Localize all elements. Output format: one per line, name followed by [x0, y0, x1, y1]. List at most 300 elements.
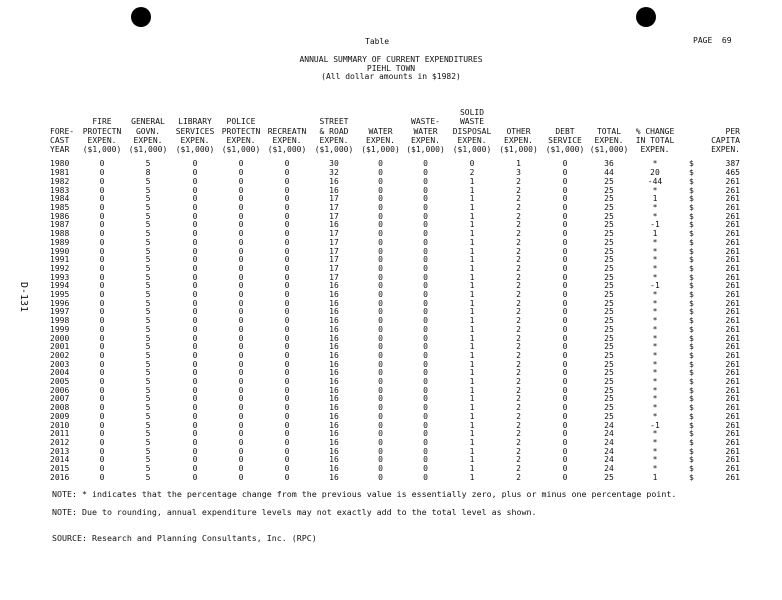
table-cell: 0 — [99, 307, 105, 317]
binder-hole-right — [636, 7, 656, 27]
table-cell: 16 — [329, 298, 339, 308]
table-cell: 5 — [145, 298, 151, 308]
currency-symbol: $ — [689, 359, 694, 369]
currency-symbol: $ — [689, 307, 694, 317]
year-cell: 1985 — [50, 203, 70, 212]
table-cell: 0 — [238, 350, 244, 360]
table-cell: * — [652, 272, 658, 282]
table-cell: 0 — [284, 168, 290, 178]
per-capita-value: 261 — [725, 316, 740, 326]
table-cell: 0 — [562, 194, 568, 204]
table-cell: 0 — [378, 472, 383, 482]
currency-symbol: $ — [689, 290, 694, 300]
year-cell: 1994 — [50, 281, 70, 291]
table-cell: 5 — [145, 403, 151, 413]
table-cell: 5 — [145, 359, 151, 369]
side-page-label: D-131 — [18, 281, 30, 313]
table-cell: 5 — [145, 429, 151, 439]
table-cell: 0 — [378, 168, 383, 178]
currency-symbol: $ — [689, 316, 694, 326]
table-cell: 0 — [238, 255, 244, 265]
table-cell: 24 — [604, 429, 614, 439]
table-cell: 0 — [378, 194, 383, 204]
currency-symbol: $ — [689, 472, 694, 482]
column-header: GOVN. — [135, 126, 161, 136]
table-cell: 0 — [284, 394, 290, 404]
table-cell: 0 — [423, 272, 428, 282]
currency-symbol: $ — [689, 377, 694, 387]
table-cell: * — [652, 237, 658, 247]
column-header: EXPEN. — [180, 135, 210, 145]
table-cell: 0 — [284, 411, 290, 421]
table-cell: 17 — [329, 246, 339, 256]
column-header: STREET — [319, 117, 349, 127]
column-header: ($1,000) — [545, 145, 585, 155]
table-cell: 0 — [284, 255, 290, 265]
table-row — [50, 430, 740, 439]
table-cell: 0 — [284, 203, 290, 212]
year-cell: 2002 — [50, 350, 70, 360]
per-capita-value: 261 — [725, 281, 740, 291]
table-cell: 0 — [99, 472, 105, 482]
table-cell: 16 — [329, 185, 339, 195]
table-cell: 0 — [238, 429, 244, 439]
year-cell: 2003 — [50, 359, 70, 369]
table-cell: 0 — [562, 211, 568, 221]
table-cell: 0 — [423, 385, 428, 395]
table-cell: 25 — [604, 263, 614, 273]
table-cell: 0 — [562, 272, 568, 282]
year-cell: 2000 — [50, 333, 70, 343]
table-cell: 0 — [284, 359, 290, 369]
table-cell: 0 — [378, 429, 383, 439]
table-cell: 1 — [469, 394, 475, 404]
year-cell: 2016 — [50, 472, 70, 482]
table-cell: 0 — [378, 324, 383, 334]
table-cell: 0 — [562, 263, 568, 273]
table-body — [50, 154, 740, 482]
table-cell: 0 — [99, 263, 105, 273]
per-capita-value: 261 — [725, 446, 740, 456]
table-cell: 0 — [562, 298, 568, 308]
per-capita-value: 261 — [725, 255, 740, 265]
table-cell: 16 — [329, 316, 339, 326]
year-cell: 2012 — [50, 437, 70, 447]
table-cell: 16 — [329, 394, 339, 404]
table-cell: 0 — [284, 220, 290, 230]
table-cell: 5 — [145, 211, 151, 221]
table-cell: 0 — [238, 168, 244, 178]
column-header: & ROAD — [319, 126, 349, 136]
table-cell: 2 — [516, 429, 521, 439]
column-header: PROTECTN — [221, 126, 261, 136]
table-cell: 0 — [99, 272, 105, 282]
table-row — [50, 361, 740, 370]
table-cell: * — [652, 429, 658, 439]
table-cell: * — [652, 290, 658, 300]
table-cell: 0 — [423, 246, 428, 256]
table-cell: 0 — [378, 237, 383, 247]
table-cell: 0 — [423, 472, 428, 482]
table-cell: 0 — [423, 185, 428, 195]
table-cell: 0 — [378, 263, 383, 273]
table-cell: 0 — [192, 263, 198, 273]
table-cell: 0 — [238, 159, 244, 169]
table-cell: 0 — [562, 255, 568, 265]
table-cell: 0 — [562, 472, 568, 482]
table-row — [50, 291, 740, 300]
table-cell: 0 — [423, 176, 428, 186]
table-cell: 3 — [516, 168, 521, 178]
table-cell: 25 — [604, 411, 614, 421]
table-cell: 5 — [145, 159, 151, 169]
per-capita-value: 261 — [725, 324, 740, 334]
currency-symbol: $ — [689, 159, 694, 169]
table-cell: 1 — [469, 324, 475, 334]
table-cell: 1 — [469, 403, 475, 413]
table-cell: 2 — [516, 446, 521, 456]
table-cell: 0 — [378, 255, 383, 265]
table-cell: 0 — [284, 159, 290, 169]
table-cell: 1 — [469, 420, 475, 430]
column-header: PROTECTN — [82, 126, 122, 136]
table-cell: 2 — [516, 229, 521, 239]
table-row — [50, 282, 740, 291]
table-cell: 0 — [99, 176, 105, 186]
table-cell: 0 — [423, 203, 428, 212]
year-cell: 1980 — [50, 159, 70, 169]
table-cell: * — [652, 394, 658, 404]
column-header — [358, 108, 403, 127]
year-cell: 2007 — [50, 394, 70, 404]
table-cell: 1 — [469, 237, 475, 247]
column-header: EXPEN. — [640, 145, 670, 155]
table-cell: 17 — [329, 237, 339, 247]
table-row — [50, 369, 740, 378]
table-cell: 5 — [145, 385, 151, 395]
table-cell: 2 — [516, 316, 521, 326]
table-cell: 0 — [192, 420, 198, 430]
note-rounding: NOTE: Due to rounding, annual expenditure levels may not exactly add to the total level as shown. — [52, 507, 537, 517]
table-cell: 0 — [284, 385, 290, 395]
year-cell: 1998 — [50, 316, 70, 326]
table-cell: 0 — [423, 194, 428, 204]
table-cell: 16 — [329, 290, 339, 300]
per-capita-value: 261 — [725, 403, 740, 413]
table-cell: 25 — [604, 324, 614, 334]
table-cell: 16 — [329, 446, 339, 456]
year-cell: 1999 — [50, 324, 70, 334]
table-cell: 16 — [329, 281, 339, 291]
table-cell: 1 — [469, 437, 475, 447]
table-cell: 2 — [516, 307, 521, 317]
table-cell: 5 — [145, 229, 151, 239]
table-cell: 0 — [192, 359, 198, 369]
table-cell: 25 — [604, 307, 614, 317]
table-row — [50, 265, 740, 274]
table-cell: 0 — [562, 429, 568, 439]
table-cell: * — [652, 368, 658, 378]
table-cell: 0 — [284, 272, 290, 282]
year-cell: 1997 — [50, 307, 70, 317]
table-cell: 16 — [329, 368, 339, 378]
table-cell: 0 — [562, 176, 568, 186]
table-cell: 25 — [604, 229, 614, 239]
table-cell: * — [652, 307, 658, 317]
table-cell: 25 — [604, 394, 614, 404]
table-cell: 0 — [284, 281, 290, 291]
table-cell: 25 — [604, 255, 614, 265]
table-cell: 5 — [145, 316, 151, 326]
table-cell: 25 — [604, 290, 614, 300]
table-cell: 0 — [562, 281, 568, 291]
table-cell: 0 — [192, 290, 198, 300]
table-cell: 0 — [378, 290, 383, 300]
table-row — [50, 274, 740, 283]
table-cell: -44 — [647, 176, 663, 186]
table-cell: 0 — [238, 272, 244, 282]
year-cell: 1990 — [50, 246, 70, 256]
table-cell: 0 — [238, 298, 244, 308]
table-cell: 0 — [238, 237, 244, 247]
currency-symbol: $ — [689, 220, 694, 230]
table-cell: 16 — [329, 377, 339, 387]
table-cell: 25 — [604, 176, 614, 186]
table-cell: 0 — [562, 168, 568, 178]
table-cell: 1 — [469, 298, 475, 308]
table-cell: 0 — [192, 350, 198, 360]
table-cell: 0 — [284, 377, 290, 387]
table-cell: 2 — [516, 342, 521, 352]
table-cell: 0 — [99, 385, 105, 395]
per-capita-value: 261 — [725, 176, 740, 186]
table-cell: 0 — [284, 316, 290, 326]
per-capita-value: 261 — [725, 437, 740, 447]
table-cell: 5 — [145, 437, 151, 447]
table-cell: 0 — [192, 255, 198, 265]
table-cell: 0 — [99, 429, 105, 439]
table-cell: 0 — [192, 246, 198, 256]
table-cell: 16 — [329, 411, 339, 421]
table-cell: * — [652, 203, 658, 212]
table-cell: 0 — [284, 176, 290, 186]
column-header: FIRE — [92, 117, 112, 127]
table-row — [50, 221, 740, 230]
column-header — [541, 108, 589, 127]
table-cell: 0 — [99, 411, 105, 421]
table-cell: 2 — [516, 281, 521, 291]
table-cell: 0 — [284, 324, 290, 334]
report-units: (All dollar amounts in $1982) — [321, 72, 461, 81]
table-cell: 5 — [145, 324, 151, 334]
table-cell: 2 — [516, 377, 521, 387]
table-cell: * — [652, 211, 658, 221]
table-cell: 0 — [192, 316, 198, 326]
per-capita-value: 261 — [725, 394, 740, 404]
table-row — [50, 230, 740, 239]
table-row — [50, 195, 740, 204]
table-cell: 0 — [192, 194, 198, 204]
table-cell: 0 — [238, 342, 244, 352]
table-cell: 25 — [604, 472, 614, 482]
table-cell: 2 — [516, 359, 521, 369]
per-capita-value: 261 — [725, 272, 740, 282]
table-cell: 0 — [423, 263, 428, 273]
table-cell: 0 — [238, 307, 244, 317]
table-cell: 2 — [469, 168, 475, 178]
table-cell: 25 — [604, 368, 614, 378]
table-cell: 0 — [284, 211, 290, 221]
table-cell: 0 — [99, 333, 105, 343]
table-cell: 0 — [192, 298, 198, 308]
table-cell: 0 — [562, 333, 568, 343]
table-cell: 0 — [238, 263, 244, 273]
table-cell: 25 — [604, 246, 614, 256]
table-cell: 0 — [238, 420, 244, 430]
table-cell: 0 — [192, 333, 198, 343]
year-cell: 2013 — [50, 446, 70, 456]
year-cell: 1983 — [50, 185, 70, 195]
table-cell: 1 — [469, 185, 475, 195]
table-cell: 0 — [378, 333, 383, 343]
year-cell: 2008 — [50, 403, 70, 413]
report-title: ANNUAL SUMMARY OF CURRENT EXPENDITURES — [299, 55, 483, 64]
table-cell: 0 — [378, 211, 383, 221]
table-row — [50, 439, 740, 448]
currency-symbol: $ — [689, 298, 694, 308]
per-capita-value: 261 — [725, 455, 740, 465]
table-cell: 0 — [378, 281, 383, 291]
table-row — [50, 335, 740, 344]
table-cell: 5 — [145, 333, 151, 343]
year-cell: 2011 — [50, 429, 70, 439]
table-cell: -1 — [650, 281, 660, 291]
table-cell: 1 — [469, 194, 475, 204]
table-cell: 25 — [604, 403, 614, 413]
table-cell: 0 — [99, 290, 105, 300]
column-header: EXPEN. — [366, 135, 395, 145]
table-cell: 0 — [562, 394, 568, 404]
table-cell: 0 — [238, 394, 244, 404]
table-row — [50, 300, 740, 309]
column-header: EXPEN. — [226, 135, 256, 145]
table-cell: 0 — [192, 394, 198, 404]
table-cell: 0 — [284, 420, 290, 430]
table-cell: 0 — [99, 168, 105, 178]
table-cell: 2 — [516, 176, 521, 186]
table-cell: 5 — [145, 464, 151, 474]
table-cell: 0 — [562, 455, 568, 465]
table-cell: 0 — [192, 159, 198, 169]
column-header: DISPOSAL — [452, 126, 492, 136]
per-capita-value: 261 — [725, 429, 740, 439]
table-cell: 0 — [423, 316, 428, 326]
table-row — [50, 474, 740, 483]
table-cell: 36 — [604, 159, 614, 169]
table-cell: * — [652, 455, 658, 465]
table-cell: 0 — [378, 307, 383, 317]
table-cell: 0 — [192, 464, 198, 474]
table-cell: 0 — [562, 246, 568, 256]
table-cell: 1 — [469, 342, 475, 352]
table-cell: 0 — [284, 446, 290, 456]
table-cell: 0 — [562, 159, 568, 169]
table-cell: 5 — [145, 350, 151, 360]
table-cell: 2 — [516, 403, 521, 413]
table-cell: * — [652, 411, 658, 421]
column-header: IN TOTAL — [635, 135, 675, 145]
table-cell: 2 — [516, 255, 521, 265]
table-cell: 5 — [145, 368, 151, 378]
table-cell: 2 — [516, 211, 521, 221]
table-cell: 2 — [516, 411, 521, 421]
table-cell: 0 — [192, 281, 198, 291]
table-cell: 5 — [145, 237, 151, 247]
table-cell: 2 — [516, 272, 521, 282]
table-cell: 0 — [238, 316, 244, 326]
table-cell: 16 — [329, 403, 339, 413]
table-cell: 1 — [469, 464, 475, 474]
table-cell: 17 — [329, 229, 339, 239]
column-header: ($1,000) — [314, 145, 354, 155]
table-cell: 16 — [329, 420, 339, 430]
table-cell: 17 — [329, 255, 339, 265]
table-row — [50, 169, 740, 178]
table-cell: 0 — [284, 429, 290, 439]
year-cell: 1992 — [50, 263, 70, 273]
table-cell: 2 — [516, 437, 521, 447]
table-row — [50, 256, 740, 265]
table-cell: 0 — [238, 464, 244, 474]
table-cell: 0 — [192, 385, 198, 395]
column-header: TOTAL — [596, 126, 622, 136]
column-header: EXPEN. — [133, 135, 163, 145]
table-cell: 0 — [192, 472, 198, 482]
table-cell: 5 — [145, 176, 151, 186]
column-header: ($1,000) — [82, 145, 122, 155]
table-cell: 0 — [378, 159, 383, 169]
table-cell: 1 — [469, 333, 475, 343]
year-cell: 1986 — [50, 211, 70, 221]
table-cell: 1 — [469, 307, 475, 317]
table-row — [50, 378, 740, 387]
table-cell: 2 — [516, 237, 521, 247]
table-cell: 0 — [378, 272, 383, 282]
year-cell: 1988 — [50, 229, 70, 239]
table-cell: 0 — [99, 455, 105, 465]
table-cell: 1 — [469, 263, 475, 273]
table-cell: 0 — [192, 211, 198, 221]
per-capita-value: 261 — [725, 194, 740, 204]
currency-symbol: $ — [689, 403, 694, 413]
table-cell: 0 — [378, 176, 383, 186]
currency-symbol: $ — [689, 203, 694, 212]
table-row — [50, 308, 740, 317]
table-cell: 5 — [145, 411, 151, 421]
table-cell: 0 — [192, 272, 198, 282]
table-cell: 24 — [604, 455, 614, 465]
table-cell: 5 — [145, 185, 151, 195]
table-cell: 0 — [378, 359, 383, 369]
table-cell: 0 — [423, 307, 428, 317]
table-cell: 0 — [99, 350, 105, 360]
table-cell: 1 — [469, 316, 475, 326]
table-cell: 0 — [238, 229, 244, 239]
table-cell: 0 — [99, 368, 105, 378]
column-header: % CHANGE — [635, 126, 675, 136]
column-header: ($1,000) — [406, 145, 445, 155]
column-header — [496, 108, 541, 127]
